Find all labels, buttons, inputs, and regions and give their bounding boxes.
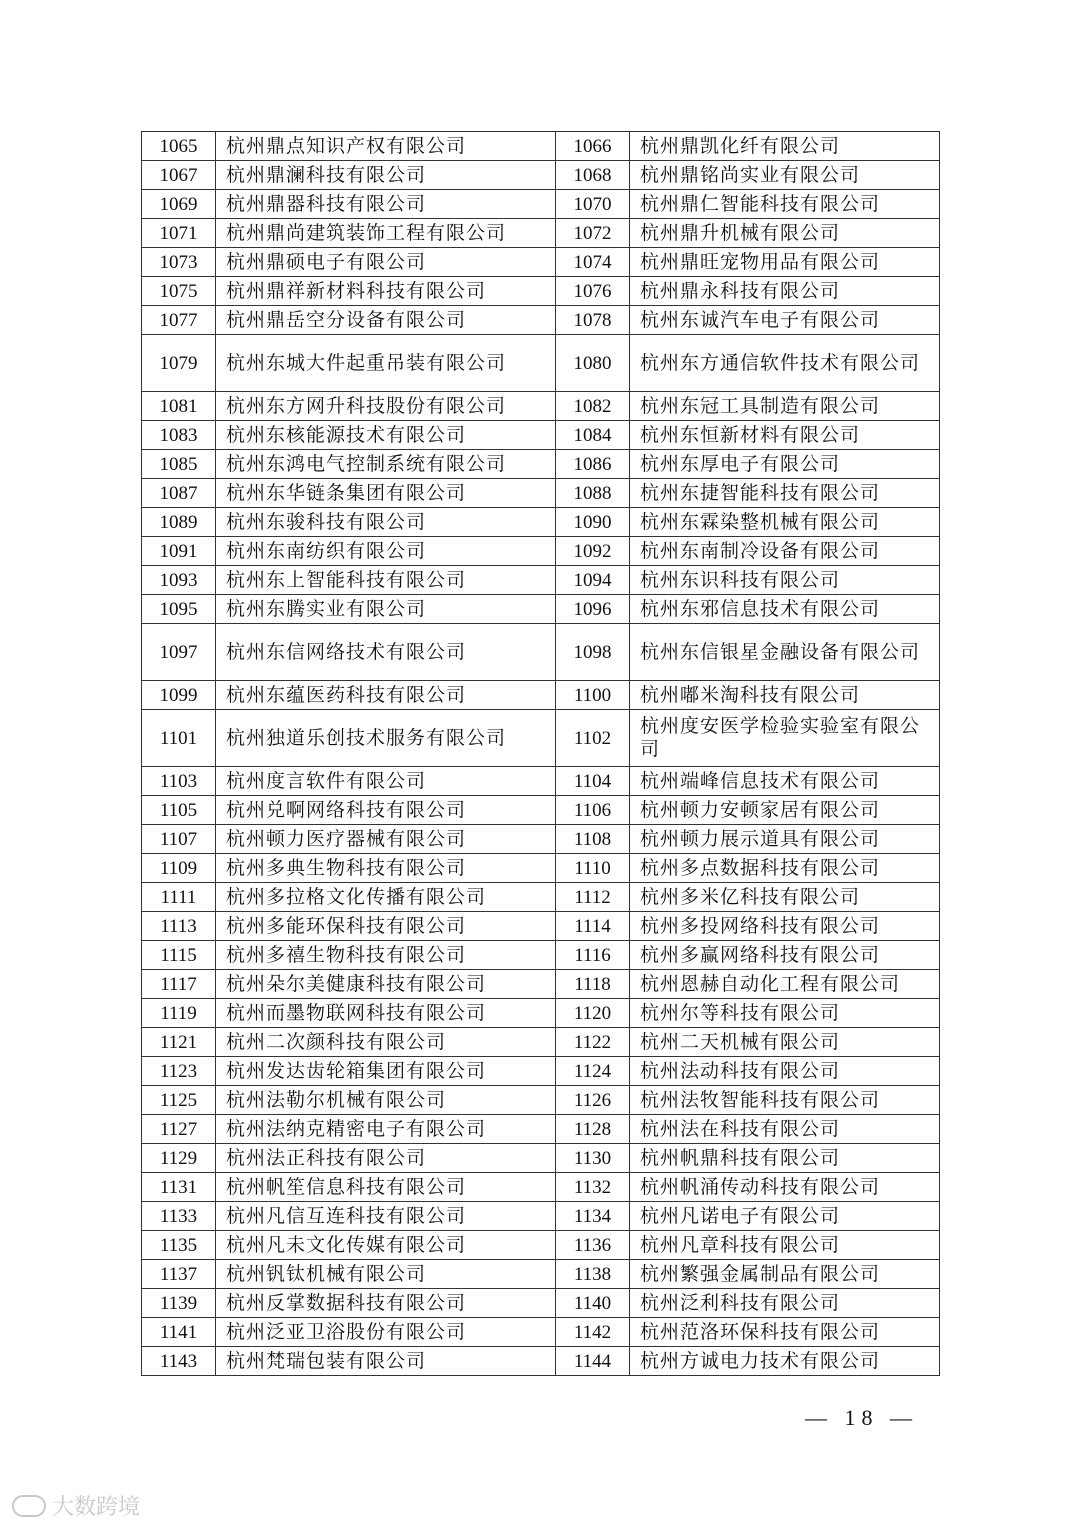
entry-number: 1075 xyxy=(142,277,216,306)
entry-number: 1105 xyxy=(142,796,216,825)
table-row xyxy=(142,1347,940,1376)
company-name: 杭州鼎澜科技有限公司 xyxy=(216,161,556,190)
watermark xyxy=(12,1490,140,1521)
company-name: 杭州东鸿电气控制系统有限公司 xyxy=(216,450,556,479)
company-name: 杭州东南制冷设备有限公司 xyxy=(630,537,940,566)
company-name: 杭州凡章科技有限公司 xyxy=(630,1231,940,1260)
entry-number: 1126 xyxy=(556,1086,630,1115)
table-row xyxy=(142,1289,940,1318)
table-row xyxy=(142,335,940,392)
watermark-logo-icon xyxy=(12,1495,46,1517)
entry-number: 1086 xyxy=(556,450,630,479)
company-name: 杭州凡未文化传媒有限公司 xyxy=(216,1231,556,1260)
company-name: 杭州法在科技有限公司 xyxy=(630,1115,940,1144)
entry-number: 1069 xyxy=(142,190,216,219)
company-name: 杭州鼎凯化纤有限公司 xyxy=(630,132,940,161)
company-name: 杭州独道乐创技术服务有限公司 xyxy=(216,710,556,767)
entry-number: 1091 xyxy=(142,537,216,566)
entry-number: 1141 xyxy=(142,1318,216,1347)
company-name: 杭州反掌数据科技有限公司 xyxy=(216,1289,556,1318)
table-row xyxy=(142,1318,940,1347)
table-row xyxy=(142,277,940,306)
entry-number: 1134 xyxy=(556,1202,630,1231)
table-row xyxy=(142,248,940,277)
table-row xyxy=(142,1028,940,1057)
company-name: 杭州恩赫自动化工程有限公司 xyxy=(630,970,940,999)
company-name: 杭州鼎硕电子有限公司 xyxy=(216,248,556,277)
entry-number: 1102 xyxy=(556,710,630,767)
company-name: 杭州东识科技有限公司 xyxy=(630,566,940,595)
entry-number: 1067 xyxy=(142,161,216,190)
company-name: 杭州东方通信软件技术有限公司 xyxy=(630,335,940,392)
company-name: 杭州凡信互连科技有限公司 xyxy=(216,1202,556,1231)
company-name: 杭州多典生物科技有限公司 xyxy=(216,854,556,883)
entry-number: 1087 xyxy=(142,479,216,508)
entry-number: 1143 xyxy=(142,1347,216,1376)
company-name: 杭州钒钛机械有限公司 xyxy=(216,1260,556,1289)
company-name: 杭州鼎永科技有限公司 xyxy=(630,277,940,306)
entry-number: 1104 xyxy=(556,767,630,796)
entry-number: 1073 xyxy=(142,248,216,277)
entry-number: 1076 xyxy=(556,277,630,306)
entry-number: 1132 xyxy=(556,1173,630,1202)
company-name: 杭州鼎升机械有限公司 xyxy=(630,219,940,248)
entry-number: 1109 xyxy=(142,854,216,883)
table-row xyxy=(142,537,940,566)
entry-number: 1112 xyxy=(556,883,630,912)
company-name: 杭州发达齿轮箱集团有限公司 xyxy=(216,1057,556,1086)
entry-number: 1110 xyxy=(556,854,630,883)
company-name: 杭州鼎仁智能科技有限公司 xyxy=(630,190,940,219)
entry-number: 1117 xyxy=(142,970,216,999)
entry-number: 1066 xyxy=(556,132,630,161)
entry-number: 1079 xyxy=(142,335,216,392)
entry-number: 1077 xyxy=(142,306,216,335)
entry-number: 1082 xyxy=(556,392,630,421)
entry-number: 1068 xyxy=(556,161,630,190)
entry-number: 1127 xyxy=(142,1115,216,1144)
company-name: 杭州繁强金属制品有限公司 xyxy=(630,1260,940,1289)
table-row xyxy=(142,306,940,335)
table-row xyxy=(142,1086,940,1115)
table-row xyxy=(142,681,940,710)
table-row xyxy=(142,970,940,999)
table-row xyxy=(142,219,940,248)
company-name: 杭州凡诺电子有限公司 xyxy=(630,1202,940,1231)
company-name: 杭州多赢网络科技有限公司 xyxy=(630,941,940,970)
company-name: 杭州帆鼎科技有限公司 xyxy=(630,1144,940,1173)
company-name: 杭州泛利科技有限公司 xyxy=(630,1289,940,1318)
table-row xyxy=(142,190,940,219)
company-name: 杭州度安医学检验实验室有限公司 xyxy=(630,710,940,767)
entry-number: 1080 xyxy=(556,335,630,392)
entry-number: 1097 xyxy=(142,624,216,681)
company-name: 杭州东南纺织有限公司 xyxy=(216,537,556,566)
entry-number: 1129 xyxy=(142,1144,216,1173)
table-row xyxy=(142,595,940,624)
entry-number: 1116 xyxy=(556,941,630,970)
entry-number: 1098 xyxy=(556,624,630,681)
table-row xyxy=(142,767,940,796)
company-name: 杭州东恒新材料有限公司 xyxy=(630,421,940,450)
entry-number: 1083 xyxy=(142,421,216,450)
table-row xyxy=(142,999,940,1028)
company-name: 杭州东霖染整机械有限公司 xyxy=(630,508,940,537)
company-name: 杭州度言软件有限公司 xyxy=(216,767,556,796)
table-row xyxy=(142,1057,940,1086)
entry-number: 1137 xyxy=(142,1260,216,1289)
company-name: 杭州东信网络技术有限公司 xyxy=(216,624,556,681)
company-name: 杭州泛亚卫浴股份有限公司 xyxy=(216,1318,556,1347)
entry-number: 1085 xyxy=(142,450,216,479)
company-name: 杭州法正科技有限公司 xyxy=(216,1144,556,1173)
company-name: 杭州而墨物联网科技有限公司 xyxy=(216,999,556,1028)
company-name: 杭州兑啊网络科技有限公司 xyxy=(216,796,556,825)
company-name: 杭州东腾实业有限公司 xyxy=(216,595,556,624)
entry-number: 1138 xyxy=(556,1260,630,1289)
company-name: 杭州法勒尔机械有限公司 xyxy=(216,1086,556,1115)
entry-number: 1103 xyxy=(142,767,216,796)
entry-number: 1108 xyxy=(556,825,630,854)
entry-number: 1131 xyxy=(142,1173,216,1202)
company-name: 杭州端峰信息技术有限公司 xyxy=(630,767,940,796)
entry-number: 1070 xyxy=(556,190,630,219)
table-row xyxy=(142,1231,940,1260)
entry-number: 1089 xyxy=(142,508,216,537)
company-name: 杭州鼎铭尚实业有限公司 xyxy=(630,161,940,190)
table-row xyxy=(142,1202,940,1231)
company-name: 杭州梵瑞包装有限公司 xyxy=(216,1347,556,1376)
table-row xyxy=(142,796,940,825)
entry-number: 1136 xyxy=(556,1231,630,1260)
table-row xyxy=(142,479,940,508)
entry-number: 1115 xyxy=(142,941,216,970)
table-row xyxy=(142,1173,940,1202)
entry-number: 1121 xyxy=(142,1028,216,1057)
table-row xyxy=(142,421,940,450)
company-name: 杭州鼎点知识产权有限公司 xyxy=(216,132,556,161)
company-name: 杭州东骏科技有限公司 xyxy=(216,508,556,537)
company-name: 杭州多拉格文化传播有限公司 xyxy=(216,883,556,912)
entry-number: 1113 xyxy=(142,912,216,941)
entry-number: 1065 xyxy=(142,132,216,161)
company-name: 杭州顿力安顿家居有限公司 xyxy=(630,796,940,825)
entry-number: 1135 xyxy=(142,1231,216,1260)
page-number: — 18 — xyxy=(805,1405,918,1430)
entry-number: 1093 xyxy=(142,566,216,595)
company-list-table xyxy=(141,131,940,1376)
entry-number: 1081 xyxy=(142,392,216,421)
company-name: 杭州朵尔美健康科技有限公司 xyxy=(216,970,556,999)
entry-number: 1072 xyxy=(556,219,630,248)
company-name: 杭州范洛环保科技有限公司 xyxy=(630,1318,940,1347)
table-row xyxy=(142,450,940,479)
company-name: 杭州尔等科技有限公司 xyxy=(630,999,940,1028)
entry-number: 1133 xyxy=(142,1202,216,1231)
entry-number: 1101 xyxy=(142,710,216,767)
entry-number: 1123 xyxy=(142,1057,216,1086)
table-row xyxy=(142,710,940,767)
entry-number: 1094 xyxy=(556,566,630,595)
entry-number: 1120 xyxy=(556,999,630,1028)
company-name: 杭州东上智能科技有限公司 xyxy=(216,566,556,595)
table-row xyxy=(142,912,940,941)
table-row xyxy=(142,392,940,421)
company-name: 杭州二次颜科技有限公司 xyxy=(216,1028,556,1057)
company-name: 杭州顿力展示道具有限公司 xyxy=(630,825,940,854)
watermark-text: 大数跨境 xyxy=(52,1495,141,1520)
company-name: 杭州鼎祥新材料科技有限公司 xyxy=(216,277,556,306)
entry-number: 1119 xyxy=(142,999,216,1028)
company-name: 杭州二天机械有限公司 xyxy=(630,1028,940,1057)
entry-number: 1106 xyxy=(556,796,630,825)
company-name: 杭州多能环保科技有限公司 xyxy=(216,912,556,941)
company-name: 杭州东冠工具制造有限公司 xyxy=(630,392,940,421)
company-name: 杭州鼎岳空分设备有限公司 xyxy=(216,306,556,335)
entry-number: 1111 xyxy=(142,883,216,912)
company-name: 杭州东城大件起重吊装有限公司 xyxy=(216,335,556,392)
table-row xyxy=(142,1260,940,1289)
entry-number: 1092 xyxy=(556,537,630,566)
company-name: 杭州法动科技有限公司 xyxy=(630,1057,940,1086)
entry-number: 1139 xyxy=(142,1289,216,1318)
entry-number: 1084 xyxy=(556,421,630,450)
entry-number: 1088 xyxy=(556,479,630,508)
entry-number: 1107 xyxy=(142,825,216,854)
table-row xyxy=(142,825,940,854)
company-name: 杭州法纳克精密电子有限公司 xyxy=(216,1115,556,1144)
entry-number: 1071 xyxy=(142,219,216,248)
table-row xyxy=(142,566,940,595)
entry-number: 1099 xyxy=(142,681,216,710)
table-row xyxy=(142,941,940,970)
entry-number: 1144 xyxy=(556,1347,630,1376)
company-name: 杭州东核能源技术有限公司 xyxy=(216,421,556,450)
entry-number: 1078 xyxy=(556,306,630,335)
entry-number: 1095 xyxy=(142,595,216,624)
entry-number: 1140 xyxy=(556,1289,630,1318)
company-name: 杭州多投网络科技有限公司 xyxy=(630,912,940,941)
entry-number: 1114 xyxy=(556,912,630,941)
company-name: 杭州法牧智能科技有限公司 xyxy=(630,1086,940,1115)
company-name: 杭州嘟米淘科技有限公司 xyxy=(630,681,940,710)
entry-number: 1074 xyxy=(556,248,630,277)
company-name: 杭州东厚电子有限公司 xyxy=(630,450,940,479)
entry-number: 1118 xyxy=(556,970,630,999)
entry-number: 1128 xyxy=(556,1115,630,1144)
table-row xyxy=(142,1144,940,1173)
entry-number: 1090 xyxy=(556,508,630,537)
company-name: 杭州帆涌传动科技有限公司 xyxy=(630,1173,940,1202)
company-name: 杭州帆笙信息科技有限公司 xyxy=(216,1173,556,1202)
table-row xyxy=(142,624,940,681)
entry-number: 1130 xyxy=(556,1144,630,1173)
entry-number: 1096 xyxy=(556,595,630,624)
company-name: 杭州东方网升科技股份有限公司 xyxy=(216,392,556,421)
table-row xyxy=(142,854,940,883)
table-body xyxy=(142,132,940,1376)
entry-number: 1125 xyxy=(142,1086,216,1115)
entry-number: 1142 xyxy=(556,1318,630,1347)
company-name: 杭州方诚电力技术有限公司 xyxy=(630,1347,940,1376)
company-name: 杭州鼎尚建筑装饰工程有限公司 xyxy=(216,219,556,248)
table-row xyxy=(142,1115,940,1144)
company-name: 杭州多点数据科技有限公司 xyxy=(630,854,940,883)
company-name: 杭州东捷智能科技有限公司 xyxy=(630,479,940,508)
company-name: 杭州多禧生物科技有限公司 xyxy=(216,941,556,970)
table-row xyxy=(142,132,940,161)
company-name: 杭州顿力医疗器械有限公司 xyxy=(216,825,556,854)
entry-number: 1124 xyxy=(556,1057,630,1086)
company-name: 杭州东邪信息技术有限公司 xyxy=(630,595,940,624)
table-row xyxy=(142,883,940,912)
company-name: 杭州东蕴医药科技有限公司 xyxy=(216,681,556,710)
table-row xyxy=(142,508,940,537)
company-name: 杭州东信银星金融设备有限公司 xyxy=(630,624,940,681)
entry-number: 1122 xyxy=(556,1028,630,1057)
company-name: 杭州东诚汽车电子有限公司 xyxy=(630,306,940,335)
table-row xyxy=(142,161,940,190)
company-name: 杭州东华链条集团有限公司 xyxy=(216,479,556,508)
entry-number: 1100 xyxy=(556,681,630,710)
company-name: 杭州多米亿科技有限公司 xyxy=(630,883,940,912)
company-name: 杭州鼎器科技有限公司 xyxy=(216,190,556,219)
company-name: 杭州鼎旺宠物用品有限公司 xyxy=(630,248,940,277)
